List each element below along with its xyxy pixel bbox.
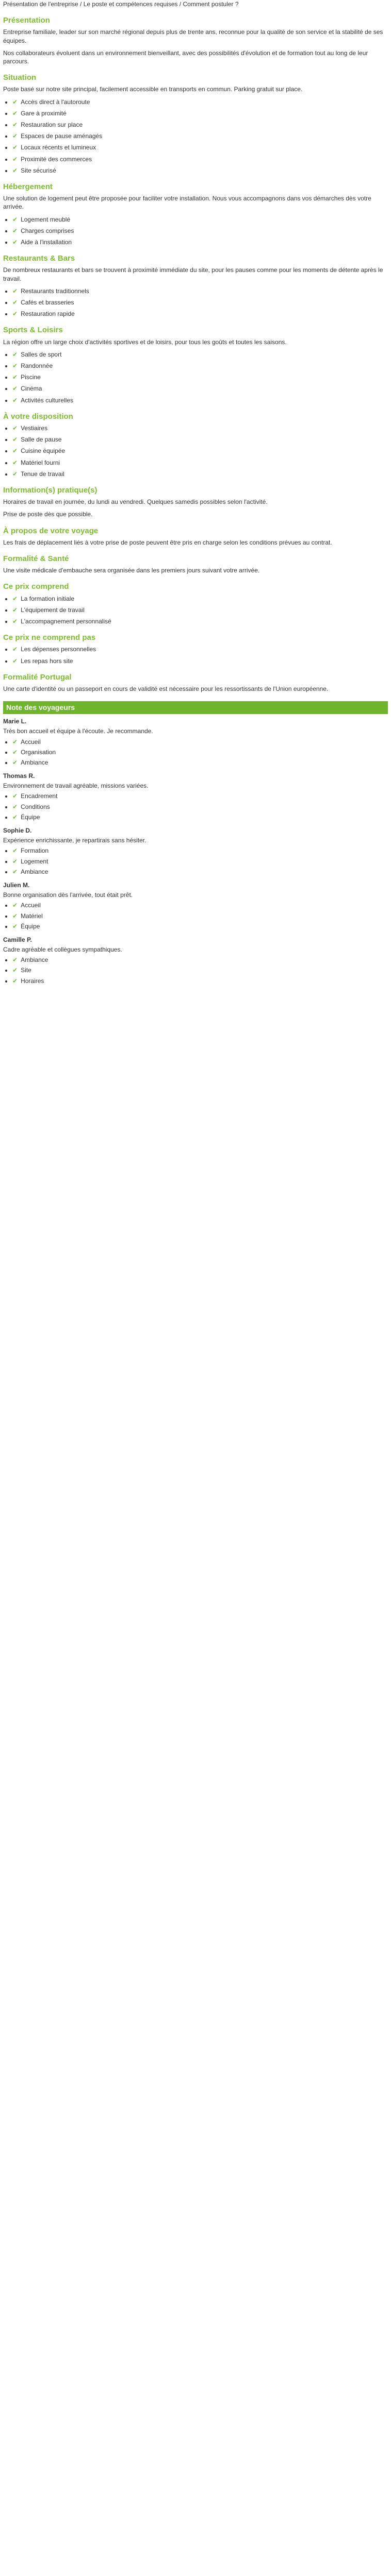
- bullet-label: Restauration sur place: [21, 121, 83, 128]
- bullet-label: Vestiaires: [21, 424, 48, 432]
- check-icon: ✔: [12, 657, 18, 665]
- review-text: Très bon accueil et équipe à l'écoute. Je recommande.: [3, 727, 153, 735]
- criteria-item: [12, 803, 388, 811]
- section-bullets: [3, 595, 388, 626]
- bullet-item: [12, 645, 388, 653]
- section-paragraph: Une visite médicale d'embauche sera organisée dans les premiers jours suivant votre arrivée.: [3, 567, 260, 574]
- check-icon: ✔: [12, 166, 18, 174]
- bullet-label: Restaurants traditionnels: [21, 287, 89, 295]
- section-bullets: [3, 287, 388, 318]
- section-paragraph: De nombreux restaurants et bars se trouvent à proximité immédiate du site, pour les pauses comme pour les moments de détente après le travail.: [3, 266, 383, 282]
- check-icon: ✔: [12, 738, 18, 745]
- check-icon: ✔: [12, 857, 18, 865]
- bullet-label: Randonnée: [21, 362, 53, 369]
- bullet-label: Salle de pause: [21, 436, 62, 444]
- criteria-label: Équipe: [21, 922, 40, 930]
- review-item: [3, 826, 388, 876]
- check-icon: ✔: [12, 606, 18, 614]
- review-criteria: [3, 792, 388, 821]
- section-bullets: [3, 424, 388, 478]
- check-icon: ✔: [12, 956, 18, 964]
- bullet-item: [12, 238, 388, 246]
- check-icon: ✔: [12, 748, 18, 756]
- section-paragraph: Nos collaborateurs évoluent dans un environnement bienveillant, avec des possibilités d'évolution et de formation tout au long de leur parcours.: [3, 49, 368, 65]
- criteria-item: [12, 758, 388, 767]
- section-bullets: [3, 350, 388, 404]
- criteria-label: Logement: [21, 857, 48, 865]
- bullet-item: [12, 595, 388, 603]
- bullet-label: L'équipement de travail: [21, 606, 85, 614]
- check-icon: ✔: [12, 436, 18, 444]
- check-icon: ✔: [12, 803, 18, 810]
- bullet-label: Aide à l'installation: [21, 238, 72, 246]
- criteria-label: Organisation: [21, 748, 56, 756]
- criteria-label: Ambiance: [21, 758, 48, 766]
- bullet-label: Locaux récents et lumineux: [21, 144, 96, 151]
- bullet-item: [12, 310, 388, 318]
- check-icon: ✔: [12, 967, 18, 974]
- bullet-label: Logement meublé: [21, 215, 71, 223]
- section-title: Hébergement: [3, 182, 53, 191]
- check-icon: ✔: [12, 98, 18, 106]
- review-item: [3, 717, 388, 767]
- bullet-label: Activités culturelles: [21, 396, 74, 404]
- section-paragraph: Entreprise familiale, leader sur son marché régional depuis plus de trente ans, reconnue pour la qualité de son service et la stabilité de ses équipes.: [3, 28, 383, 44]
- section-title: Restaurants & Bars: [3, 254, 75, 263]
- section-title: Formalité & Santé: [3, 554, 69, 563]
- check-icon: ✔: [12, 132, 18, 140]
- review-text: Bonne organisation dès l'arrivée, tout était prêt.: [3, 891, 133, 899]
- check-icon: ✔: [12, 362, 18, 369]
- criteria-label: Accueil: [21, 902, 41, 909]
- criteria-item: [12, 792, 388, 800]
- check-icon: ✔: [12, 121, 18, 128]
- check-icon: ✔: [12, 459, 18, 466]
- bullet-label: Charges comprises: [21, 227, 74, 234]
- bullet-label: Restauration rapide: [21, 310, 75, 318]
- review-text: Expérience enrichissante, je repartirais sans hésiter.: [3, 837, 146, 844]
- section-title: Situation: [3, 73, 37, 82]
- check-icon: ✔: [12, 470, 18, 478]
- check-icon: ✔: [12, 396, 18, 404]
- section-formalite2: [3, 672, 388, 693]
- criteria-label: Encadrement: [21, 792, 58, 800]
- check-icon: ✔: [12, 155, 18, 163]
- check-icon: ✔: [12, 646, 18, 653]
- check-icon: ✔: [12, 144, 18, 151]
- check-icon: ✔: [12, 424, 18, 432]
- bullet-item: [12, 121, 388, 129]
- section-hebergement: [3, 182, 388, 246]
- bullet-item: [12, 109, 388, 117]
- section-situation: [3, 73, 388, 175]
- criteria-label: Conditions: [21, 803, 50, 810]
- review-item: [3, 772, 388, 821]
- check-icon: ✔: [12, 922, 18, 930]
- criteria-label: Équipe: [21, 813, 40, 821]
- check-icon: ✔: [12, 215, 18, 223]
- reviews-header: Note des voyageurs: [3, 701, 388, 714]
- bullet-item: [12, 435, 388, 444]
- section-compris: [3, 582, 388, 625]
- bullet-label: Les repas hors site: [21, 657, 73, 665]
- criteria-item: [12, 868, 388, 876]
- check-icon: ✔: [12, 912, 18, 920]
- review-text: Cadre agréable et collègues sympathiques.: [3, 946, 122, 954]
- review-criteria: [3, 738, 388, 767]
- bullet-label: Tenue de travail: [21, 470, 64, 478]
- section-bullets: [3, 215, 388, 247]
- section-paragraph: Prise de poste dès que possible.: [3, 511, 93, 518]
- review-criteria: [3, 846, 388, 876]
- criteria-item: [12, 857, 388, 866]
- bullet-item: [12, 287, 388, 295]
- check-icon: ✔: [12, 287, 18, 295]
- check-icon: ✔: [12, 868, 18, 875]
- criteria-item: [12, 901, 388, 909]
- check-icon: ✔: [12, 298, 18, 306]
- check-icon: ✔: [12, 792, 18, 800]
- bullet-label: Accès direct à l'autoroute: [21, 98, 90, 106]
- check-icon: ✔: [12, 902, 18, 909]
- criteria-item: [12, 813, 388, 821]
- criteria-item: [12, 922, 388, 930]
- bullet-label: La formation initiale: [21, 595, 75, 602]
- section-paragraph: Poste basé sur notre site principal, facilement accessible en transports en commun. Parking gratuit sur place.: [3, 86, 303, 93]
- section-title: Formalité Portugal: [3, 672, 72, 682]
- reviews-list: [3, 717, 388, 985]
- bullet-item: [12, 132, 388, 140]
- check-icon: ✔: [12, 447, 18, 455]
- bullet-item: [12, 617, 388, 625]
- review-author: Camille P.: [3, 936, 32, 943]
- criteria-item: [12, 738, 388, 746]
- criteria-item: [12, 846, 388, 855]
- bullet-label: Site sécurisé: [21, 166, 56, 174]
- criteria-item: [12, 748, 388, 756]
- check-icon: ✔: [12, 758, 18, 766]
- bullet-item: [12, 155, 388, 163]
- bullet-label: Piscine: [21, 374, 41, 381]
- section-paragraph: La région offre un large choix d'activités sportives et de loisirs, pour tous les goûts et toutes les saisons.: [3, 338, 287, 346]
- review-author: Julien M.: [3, 881, 30, 889]
- bullet-item: [12, 98, 388, 106]
- section-noncompris: [3, 633, 388, 665]
- bullet-item: [12, 459, 388, 467]
- check-icon: ✔: [12, 350, 18, 358]
- criteria-label: Ambiance: [21, 956, 48, 964]
- bullet-label: Proximité des commerces: [21, 155, 92, 163]
- bullet-item: [12, 298, 388, 307]
- section-restaurants: [3, 253, 388, 318]
- criteria-label: Formation: [21, 847, 49, 855]
- review-item: [3, 881, 388, 930]
- bullet-item: [12, 396, 388, 404]
- section-bullets: [3, 645, 388, 665]
- section-paragraph: Horaires de travail en journée, du lundi au vendredi. Quelques samedis possibles selon l'activité.: [3, 498, 268, 506]
- check-icon: ✔: [12, 385, 18, 393]
- bullet-label: Gare à proximité: [21, 109, 67, 117]
- bullet-item: [12, 373, 388, 381]
- content-sections: [3, 15, 388, 693]
- review-text: Environnement de travail agréable, missions variées.: [3, 782, 149, 790]
- check-icon: ✔: [12, 977, 18, 985]
- bullet-label: Les dépenses personnelles: [21, 646, 96, 653]
- review-author: Thomas R.: [3, 772, 35, 780]
- section-paragraph: Les frais de déplacement liés à votre prise de poste peuvent être pris en charge selon les conditions prévues au contrat.: [3, 538, 332, 546]
- section-sports: [3, 325, 388, 404]
- bullet-item: [12, 606, 388, 614]
- check-icon: ✔: [12, 109, 18, 117]
- page: [0, 0, 391, 985]
- section-bullets: [3, 98, 388, 175]
- bullet-item: [12, 166, 388, 175]
- check-icon: ✔: [12, 374, 18, 381]
- bullet-label: Cuisine équipée: [21, 447, 66, 455]
- section-title: Présentation: [3, 16, 50, 25]
- bullet-label: Salles de sport: [21, 350, 62, 358]
- check-icon: ✔: [12, 813, 18, 821]
- bullet-item: [12, 215, 388, 224]
- bullet-item: [12, 470, 388, 478]
- intro-text: Présentation de l'entreprise / Le poste et compétences requises / Comment postuler ?: [3, 1, 239, 8]
- check-icon: ✔: [12, 595, 18, 602]
- criteria-item: [12, 956, 388, 964]
- bullet-item: [12, 447, 388, 455]
- review-author: Sophie D.: [3, 827, 32, 835]
- bullet-label: Espaces de pause aménagés: [21, 132, 103, 140]
- criteria-label: Horaires: [21, 977, 44, 985]
- section-title: Sports & Loisirs: [3, 326, 63, 335]
- bullet-label: Matériel fourni: [21, 459, 60, 466]
- check-icon: ✔: [12, 618, 18, 625]
- check-icon: ✔: [12, 310, 18, 318]
- section-apropos: [3, 526, 388, 547]
- section-title: À propos de votre voyage: [3, 526, 99, 535]
- bullet-item: [12, 362, 388, 370]
- section-disposition: [3, 412, 388, 478]
- check-icon: ✔: [12, 238, 18, 246]
- bullet-label: Cafés et brasseries: [21, 298, 74, 306]
- bullet-item: [12, 424, 388, 432]
- criteria-item: [12, 966, 388, 974]
- bullet-label: L'accompagnement personnalisé: [21, 618, 111, 625]
- bullet-item: [12, 143, 388, 151]
- section-title: À votre disposition: [3, 412, 73, 421]
- bullet-item: [12, 227, 388, 235]
- section-paragraph: Une carte d'identité ou un passeport en cours de validité est nécessaire pour les ressortissants de l'Union européenne.: [3, 685, 329, 693]
- section-formalites: [3, 554, 388, 574]
- criteria-label: Accueil: [21, 738, 41, 745]
- criteria-item: [12, 977, 388, 985]
- criteria-item: [12, 912, 388, 920]
- section-presentation: [3, 15, 388, 65]
- section-info: [3, 485, 388, 519]
- section-title: Information(s) pratique(s): [3, 485, 97, 495]
- bullet-item: [12, 350, 388, 359]
- criteria-label: Ambiance: [21, 868, 48, 875]
- section-title: Ce prix ne comprend pas: [3, 633, 96, 642]
- review-author: Marie L.: [3, 718, 27, 725]
- review-criteria: [3, 901, 388, 930]
- section-paragraph: Une solution de logement peut être proposée pour faciliter votre installation. Nous vous accompagnons dans vos démarches dès votre arrivée.: [3, 195, 371, 211]
- review-item: [3, 936, 388, 985]
- section-title: Ce prix comprend: [3, 582, 69, 591]
- criteria-label: Site: [21, 967, 31, 974]
- bullet-label: Cinéma: [21, 385, 42, 393]
- check-icon: ✔: [12, 847, 18, 855]
- bullet-item: [12, 384, 388, 393]
- review-criteria: [3, 956, 388, 985]
- check-icon: ✔: [12, 227, 18, 234]
- bullet-item: [12, 657, 388, 665]
- criteria-label: Matériel: [21, 912, 43, 920]
